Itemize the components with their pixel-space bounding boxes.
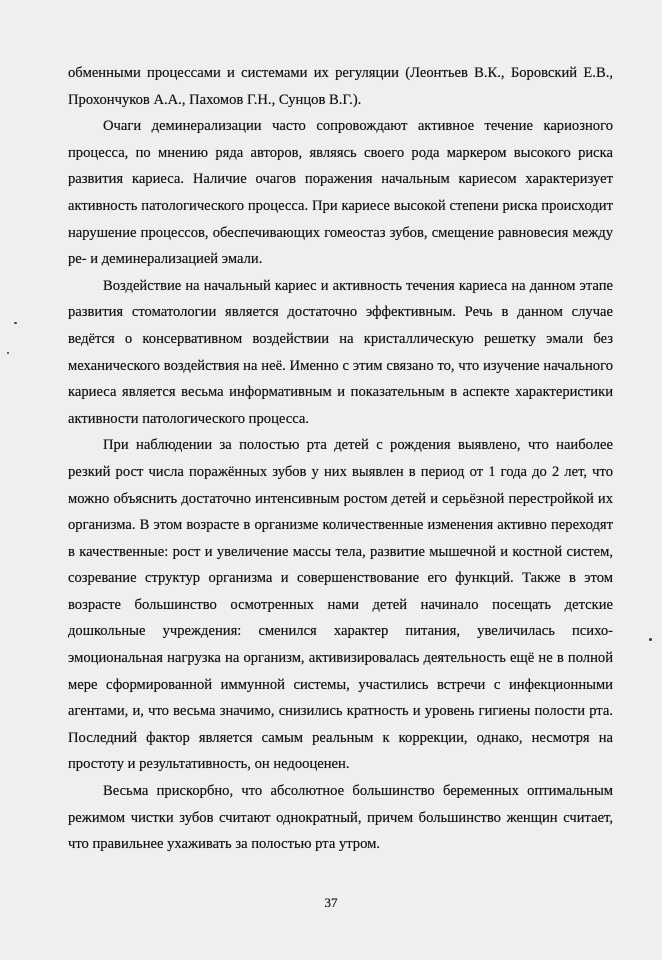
paragraph-continuation: обменными процессами и системами их регуляции (Леонтьев В.К., Боровский Е.В., Прохончуков А.А., Пахомов Г.Н., Сунцов В.Г.). (68, 65, 613, 108)
scan-speck (649, 638, 652, 641)
scan-speck (14, 322, 17, 324)
body-text (68, 60, 613, 858)
paragraph-children-observation: При наблюдении за полостью рта детей с рождения выявлено, что наиболее резкий рост числа поражённых зубов у них выявлен в период от 1 года до 2 лет, что можно объяснить достаточно интенсивным ростом детей и серьёзной перестройкой их организма. В этом возрасте в организме количественные изменения активно переходят в качественные: рост и увеличение массы тела, развитие мышечной и костной систем, созревание структур организма и совершенствование его функций. Также в этом возрасте большинство осмотренных нами детей начинало посещать детские дошкольные учреждения: сменился характер питания, увеличилась психо-эмоциональная нагрузка на организм, активизировалась деятельность ещё не в полной мере сформированной иммунной системы, участились встречи с инфекционными агентами, и, что весьма значимо, снизились кратность и уровень гигиены полости рта. Последний фактор является самым реальным к коррекции, однако, несмотря на простоту и результативность, он недооценен. (68, 437, 613, 773)
paragraph-pregnant-hygiene: Весьма прискорбно, что абсолютное большинство беременных оптимальным режимом чистки зубов считают однократный, причем большинство женщин считает, что правильнее ухаживать за полостью рта утром. (68, 783, 613, 853)
page-number: 37 (324, 895, 338, 910)
scan-speck (7, 352, 9, 354)
paragraph-demineralization: Очаги деминерализации часто сопровождают активное течение кариозного процесса, по мнению ряда авторов, являясь своего рода маркером высокого риска развития кариеса. Наличие очагов поражения начальным кариесом характеризует активность патологического процесса. При кариесе высокой степени риска происходит нарушение процессов, обеспечивающих гомеостаз зубов, смещение равновесия между ре- и деминерализацией эмали. (68, 118, 613, 268)
paragraph-initial-caries: Воздействие на начальный кариес и активность течения кариеса на данном этапе развития стоматологии является достаточно эффективным. Речь в данном случае ведётся о консервативном воздействии на кристаллическую решетку эмали без механического воздействия на неё. Именно с этим связано то, что изучение начального кариеса является весьма информативным и показательным в аспекте характеристики активности патологического процесса. (68, 277, 613, 427)
